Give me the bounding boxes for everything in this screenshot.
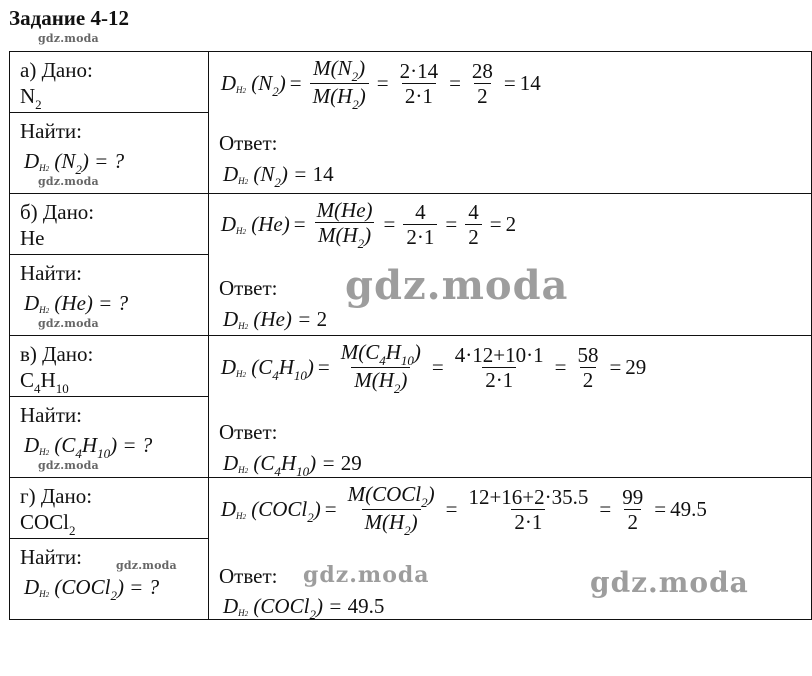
watermark-medium: gdz.moda: [303, 562, 430, 588]
answer-label: Ответ:: [219, 276, 278, 300]
find-question: DH2 (He) = ?: [24, 291, 129, 315]
answer-value: DH2 (COCl$_2$) = 49.5: [223, 594, 385, 622]
find-cell-c: [10, 397, 209, 478]
watermark: gdz.moda: [38, 175, 99, 188]
find-label: Найти:: [20, 119, 82, 143]
page-title: Задание 4-12: [9, 6, 129, 30]
answer-label: Ответ:: [219, 131, 278, 155]
task-table: [9, 51, 812, 620]
find-question: DH2 $(C_4H_{10})$ = ?: [24, 433, 153, 461]
watermark-large: gdz.moda: [345, 262, 569, 309]
watermark: gdz.moda: [38, 459, 99, 472]
given-label: в) Дано:: [20, 342, 94, 366]
find-cell-d: [10, 539, 209, 620]
given-label: г) Дано:: [20, 484, 93, 508]
answer-value: DH2 (He) = 2: [223, 307, 328, 331]
given-substance: He: [20, 226, 45, 250]
watermark: gdz.moda: [38, 32, 99, 45]
given-cell-c: [10, 336, 209, 397]
equation: DH2 (He) = $\frac{M(He)}{M(H_2)}$ = $\frac{4}{2\cdot 1}$ = $\frac{4}{2}$ = 2: [220, 198, 517, 251]
given-label: а) Дано:: [20, 58, 93, 82]
watermark: gdz.moda: [38, 317, 99, 330]
answer-label: Ответ:: [219, 420, 278, 444]
equation: DH2 (COCl$_2$) = $\frac{M(COCl_2)}{M(H_2)}$ = $\frac{12+16+2\cdot 35.5}{2\cdot 1}$ = $\frac{99}{2}$ = 49.5: [220, 482, 707, 538]
equation: DH2 $(N_2)$ = $\frac{M(N_2)}{M(H_2)}$ = $\frac{2\cdot 14}{2\cdot 1}$ = $\frac{28}{2}$ = 14: [220, 56, 541, 112]
watermark-medium: gdz.moda: [590, 566, 749, 599]
answer-value: DH2 $(N_2) = 14$: [223, 162, 334, 190]
find-label: Найти:: [20, 403, 82, 427]
answer-value: DH2 $(C_4H_{10}) = 29$: [223, 451, 362, 479]
equation: DH2 $(C_4H_{10})$ = $\frac{M(C_4H_{10})}{M(H_2)}$ = $\frac{4\cdot 12+10\cdot 1}{2\cdot 1}$ = $\frac{58}{2}$ = 29: [220, 340, 647, 396]
given-label: б) Дано:: [20, 200, 95, 224]
find-question: DH2 $(N_2)$ = ?: [24, 149, 125, 177]
find-cell-b: [10, 255, 209, 336]
find-label: Найти:: [20, 545, 82, 569]
watermark: gdz.moda: [116, 559, 177, 572]
given-cell-a: [10, 52, 209, 113]
given-cell-d: [10, 478, 209, 539]
given-cell-b: [10, 194, 209, 255]
find-question: DH2 (COCl$_2$) = ?: [24, 575, 160, 603]
given-substance: $N_2$: [20, 84, 42, 112]
given-substance: COCl$_2$: [20, 510, 76, 538]
find-cell-a: [10, 113, 209, 194]
find-label: Найти:: [20, 261, 82, 285]
answer-label: Ответ:: [219, 564, 278, 588]
given-substance: $C_4H_{10}$: [20, 368, 69, 396]
